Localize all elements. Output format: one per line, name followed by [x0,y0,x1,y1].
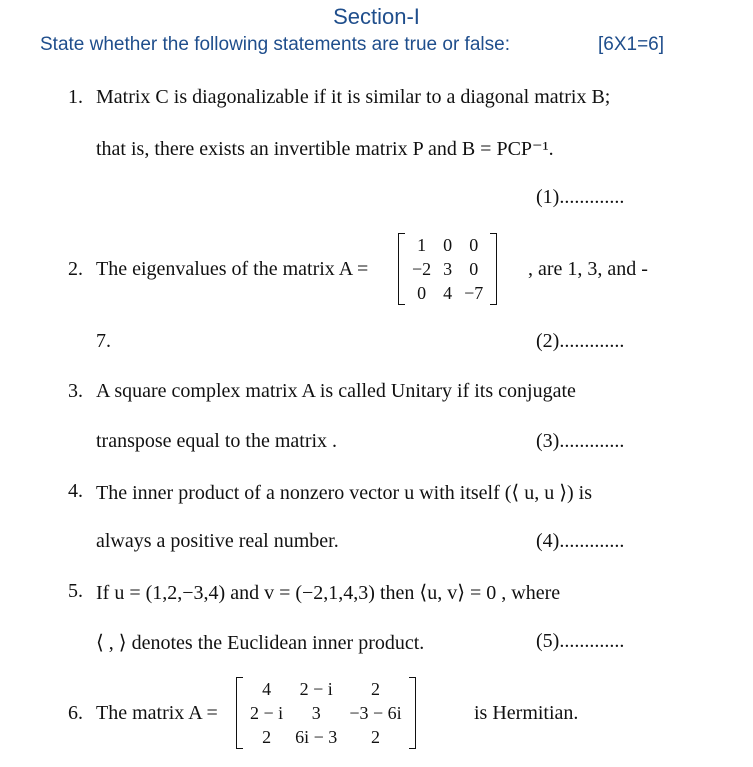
matrix-cell: 0 [469,259,479,279]
matrix-cell: 2 [370,679,380,699]
instruction: State whether the following statements are true or false: [40,34,510,55]
q3-number: 3. [68,380,83,402]
q2-suffix: , are 1, 3, and - [528,258,648,280]
q2-continuation: 7. [96,330,111,352]
matrix-cell: 2 [370,727,380,747]
matrix-cell: 2 − i [299,679,333,699]
matrix-cell: 3 [311,703,321,723]
q4-line1: The inner product of a nonzero vector u with itself (⟨ u, u ⟩) is [96,482,593,504]
matrix-cell: 2 − i [250,703,284,723]
q4-line2: always a positive real number. [96,530,339,552]
q6-number: 6. [68,702,83,724]
matrix-cell: 0 [469,235,479,255]
q2-answer-blank: (2)............. [536,330,625,352]
matrix-cell: 6i − 3 [295,727,338,747]
q1-number: 1. [68,86,83,108]
q4-number: 4. [68,480,83,502]
matrix-cell: −2 [412,259,432,279]
q2-number: 2. [68,258,83,280]
q5-answer-blank: (5)............. [536,630,625,652]
q2-prefix: The eigenvalues of the matrix A = [96,258,369,280]
section-title: Section-I [333,4,420,29]
q5-line1: If u = (1,2,−3,4) and v = (−2,1,4,3) then ⟨u, v⟩ = 0 , where [96,582,561,604]
matrix-cell: 0 [443,235,453,255]
q1-answer-blank: (1)............. [536,186,625,208]
matrix-cell: 4 [262,679,272,699]
q1-line2: that is, there exists an invertible matrix P and B = PCP⁻¹. [96,138,554,160]
matrix-cell: 2 [262,727,272,747]
q5-number: 5. [68,580,83,602]
q6-suffix: is Hermitian. [474,702,579,724]
q3-answer-blank: (3)............. [536,430,625,452]
q4-answer-blank: (4)............. [536,530,625,552]
matrix-cell: −7 [464,283,484,303]
matrix-cell: 4 [443,283,453,303]
q5-line2: ⟨ , ⟩ denotes the Euclidean inner product. [96,632,425,654]
q6-matrix [236,677,416,749]
matrix-cell: 0 [417,283,427,303]
matrix-cell: −3 − 6i [349,703,402,723]
q3-line2: transpose equal to the matrix . [96,430,338,452]
matrix-cell: 1 [417,235,427,255]
q1-line1: Matrix C is diagonalizable if it is similar to a diagonal matrix B; [96,86,611,108]
q2-matrix [398,233,497,305]
marks: [6X1=6] [598,34,665,55]
matrix-cell: 3 [443,259,453,279]
q3-line1: A square complex matrix A is called Unitary if its conjugate [96,380,576,402]
q6-prefix: The matrix A = [96,702,218,724]
